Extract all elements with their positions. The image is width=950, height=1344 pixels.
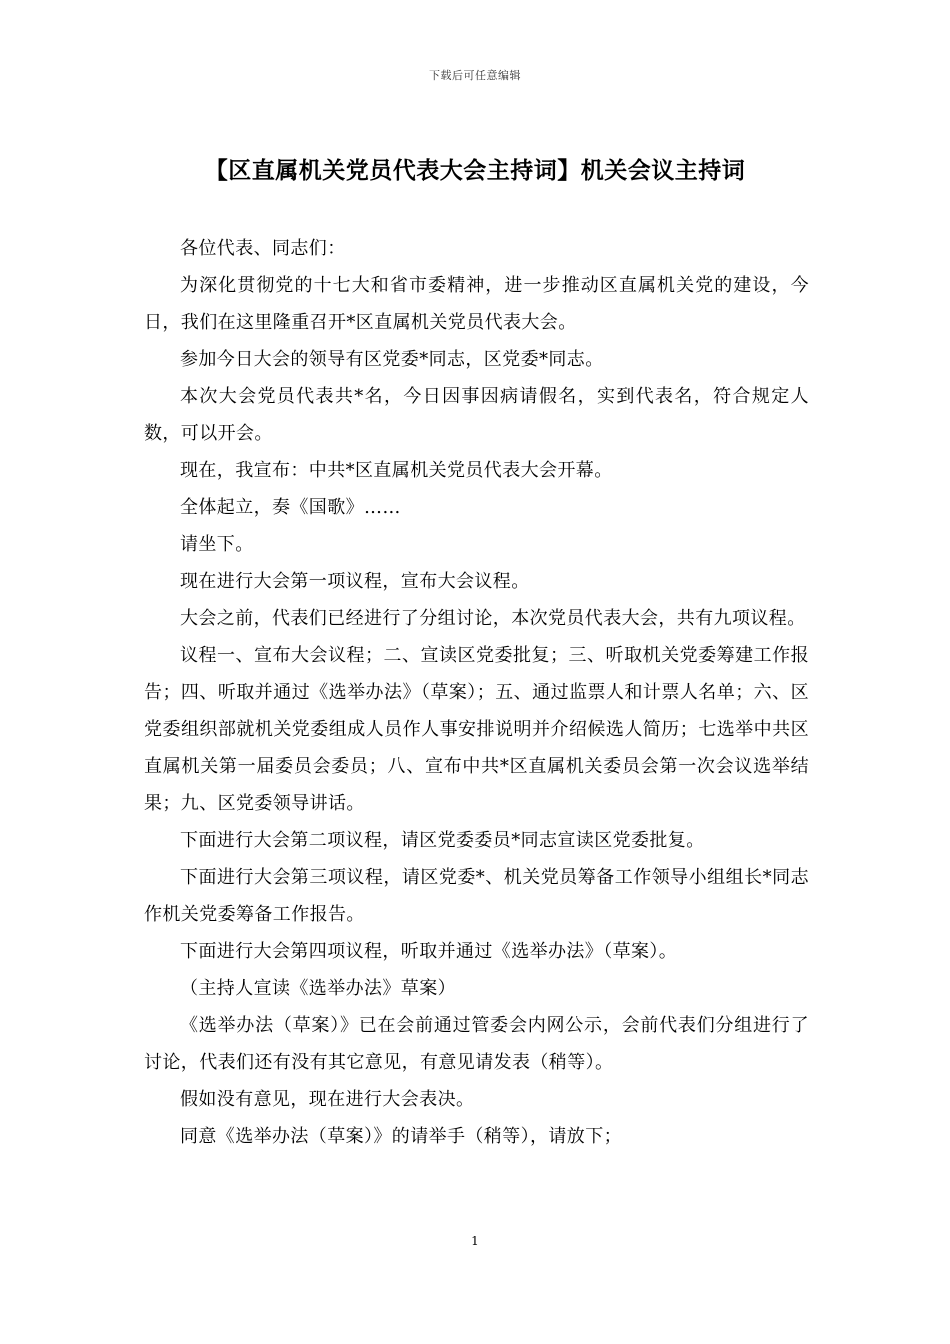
paragraph-agenda-intro: 大会之前，代表们已经进行了分组讨论，本次党员代表大会，共有九项议程。 bbox=[180, 608, 806, 629]
paragraph-vote-intro: 假如没有意见，现在进行大会表决。 bbox=[180, 1089, 475, 1110]
paragraph-host-reads: （主持人宣读《选举办法》草案） bbox=[180, 978, 456, 999]
header-note: 下载后可任意编辑 bbox=[429, 69, 521, 82]
paragraph-leaders: 参加今日大会的领导有区党委*同志，区党委*同志。 bbox=[180, 349, 604, 370]
paragraph-opening: 现在，我宣布：中共*区直属机关党员代表大会开幕。 bbox=[180, 460, 613, 481]
paragraph-purpose: 为深化贯彻党的十七大和省市委精神，进一步推动区直属机关党的建设，今日，我们在这里隆重召开*区直属机关党员代表大会。 bbox=[144, 275, 809, 333]
paragraph-agenda-item-two: 下面进行大会第二项议程，请区党委委员*同志宣读区党委批复。 bbox=[180, 830, 705, 851]
paragraph-draft-discussion: 《选举办法（草案）》已在会前通过管委会内网公示，会前代表们分组进行了讨论，代表们还有没有其它意见，有意见请发表（稍等）。 bbox=[144, 1015, 809, 1073]
paragraph-greeting: 各位代表、同志们： bbox=[180, 238, 346, 259]
paragraph-agenda-item-four: 下面进行大会第四项议程，听取并通过《选举办法》（草案）。 bbox=[180, 941, 678, 962]
paragraph-agenda-list: 议程一、宣布大会议程；二、宣读区党委批复；三、听取机关党委筹建工作报告；四、听取并通过《选举办法》（草案）；五、通过监票人和计票人名单；六、区党委组织部就机关党委组成人员作人事安排说明并介绍候选人简历；七选举中共区直属机关第一届委员会委员；八、宣布中共*区直属机关委员会第一次会议选举结果；九、区党委领导讲话。 bbox=[144, 645, 809, 814]
paragraph-agenda-item-one: 现在进行大会第一项议程，宣布大会议程。 bbox=[180, 571, 530, 592]
paragraph-sit-down: 请坐下。 bbox=[180, 534, 254, 555]
paragraph-agenda-item-three: 下面进行大会第三项议程，请区党委*、机关党员筹备工作领导小组组长*同志作机关党委筹备工作报告。 bbox=[144, 867, 809, 925]
page-number: 1 bbox=[471, 1234, 479, 1248]
document-body bbox=[144, 230, 809, 1155]
paragraph-attendance: 本次大会党员代表共*名，今日因事因病请假名，实到代表名，符合规定人数，可以开会。 bbox=[144, 386, 809, 444]
paragraph-anthem: 全体起立，奏《国歌》…… bbox=[180, 497, 401, 518]
paragraph-vote-raise-hands: 同意《选举办法（草案）》的请举手（稍等），请放下； bbox=[180, 1126, 622, 1147]
document-title: 【区直属机关党员代表大会主持词】机关会议主持词 bbox=[204, 158, 746, 184]
